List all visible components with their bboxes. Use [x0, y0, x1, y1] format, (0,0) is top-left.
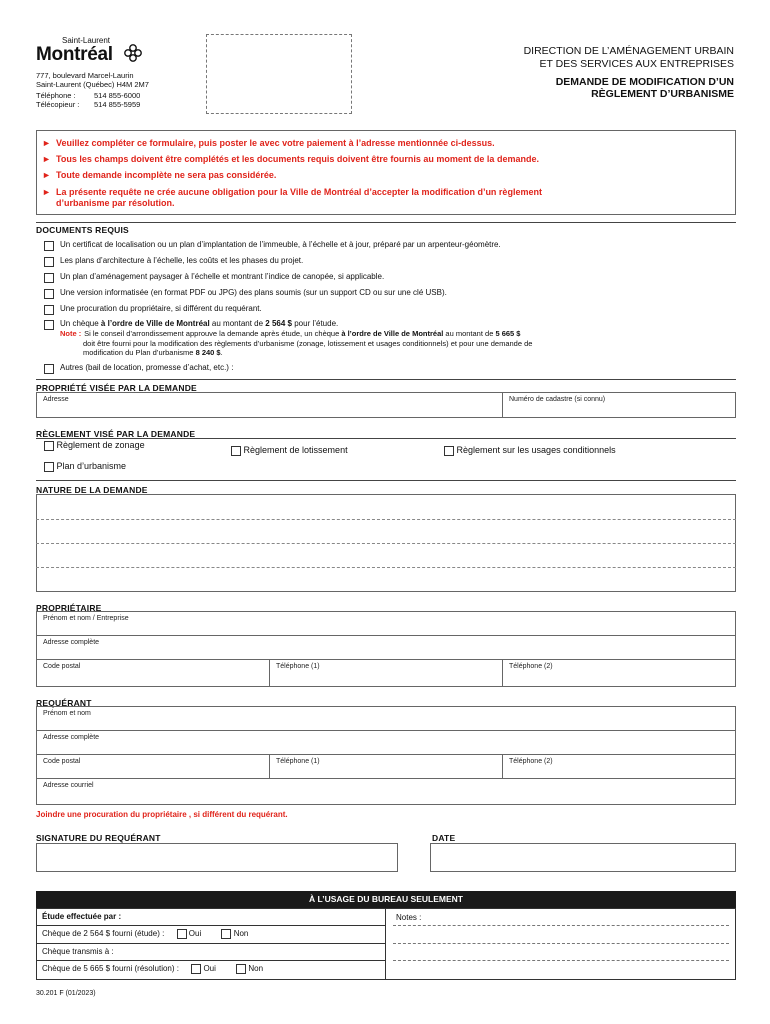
owner-phone2-field[interactable]: Téléphone (2) — [502, 659, 736, 687]
cheque2-oui-checkbox[interactable] — [191, 964, 201, 974]
nature-title: NATURE DE LA DEMANDE — [36, 485, 148, 495]
office-col-divider — [385, 908, 386, 980]
owner-name-field[interactable]: Prénom et nom / Entreprise — [36, 611, 736, 636]
applicant-name-field[interactable]: Prénom et nom — [36, 706, 736, 731]
warning-4-cont: d’urbanisme par résolution. — [56, 198, 175, 208]
arrow-right-icon: ► — [42, 170, 51, 180]
arrow-right-icon: ► — [42, 187, 51, 197]
nature-line-3 — [36, 567, 736, 568]
cheque2-non-checkbox[interactable] — [236, 964, 246, 974]
doc-checkbox-5[interactable] — [44, 305, 54, 315]
applicant-phone1-field[interactable]: Téléphone (1) — [269, 754, 503, 779]
cheque1-non-checkbox[interactable] — [221, 929, 231, 939]
signature-label: SIGNATURE DU REQUÉRANT — [36, 833, 161, 843]
montreal-logo — [36, 34, 156, 66]
form-title-2: RÈGLEMENT D’URBANISME — [591, 88, 734, 100]
warning-1: ► Veuillez compléter ce formulaire, puis poster le avec votre paiement à l’adresse mentionnée ci-dessus. — [42, 138, 495, 148]
logo-big-text: Montréal — [36, 44, 113, 65]
owner-phone1-field[interactable]: Téléphone (1) — [269, 659, 503, 687]
fax-number: 514 855-5959 — [94, 100, 141, 109]
applicant-email-field[interactable]: Adresse courriel — [36, 778, 736, 805]
warning-2: ► Tous les champs doivent être complétés et les documents requis doivent être fournis au moment de la demande. — [42, 154, 539, 164]
documents-title: DOCUMENTS REQUIS — [36, 225, 129, 235]
doc-note: Note : Si le conseil d’arrondissement approuve la demande après étude, un chèque à l’ordre de Ville de Montréal au montant de 5 665 $ doit être fourni pour la modification des règlements d’urbanisme (zonage, lotissement et usages conditionnels) et pour une demande de modification du Plan d’urbanisme 8 240 $. — [60, 329, 533, 357]
form-code: 30.201 F (01/2023) — [36, 990, 96, 997]
cheque1-oui-checkbox[interactable] — [177, 929, 187, 939]
fax-row — [36, 100, 140, 109]
documents-divider — [36, 222, 736, 223]
phone-number: 514 855-6000 — [94, 91, 141, 100]
address-line-2: Saint-Laurent (Québec) H4M 2M7 — [36, 80, 149, 89]
office-row-line-1 — [36, 925, 385, 926]
applicant-title: REQUÉRANT — [36, 698, 92, 708]
owner-postal-field[interactable]: Code postal — [36, 659, 270, 687]
direction-line-1: DIRECTION DE L’AMÉNAGEMENT URBAIN — [523, 45, 734, 57]
fax-label: Télécopieur : — [36, 100, 80, 109]
signature-field[interactable] — [36, 843, 398, 872]
opt-zonage[interactable]: Règlement de zonage — [44, 440, 145, 451]
direction-line-2: ET DES SERVICES AUX ENTREPRISES — [539, 58, 734, 70]
phone-label: Téléphone : — [36, 91, 76, 100]
doc-checkbox-other[interactable] — [44, 364, 54, 374]
date-label: DATE — [432, 833, 456, 843]
date-field[interactable] — [430, 843, 736, 872]
office-header: À L’USAGE DU BUREAU SEULEMENT — [36, 891, 736, 908]
owner-title: PROPRIÉTAIRE — [36, 603, 102, 613]
applicant-postal-field[interactable]: Code postal — [36, 754, 270, 779]
transmis-label: Chèque transmis à : — [42, 947, 114, 956]
cadastre-field[interactable]: Numéro de cadastre (si connu) — [502, 392, 736, 418]
proxy-note: Joindre une procuration du propriétaire , si différent du requérant. — [36, 810, 288, 819]
logo-small-text: Saint-Laurent — [62, 36, 111, 45]
arrow-right-icon: ► — [42, 138, 51, 148]
plan-checkbox[interactable] — [44, 462, 54, 472]
study-label: Étude effectuée par : — [42, 912, 122, 921]
opt-plan[interactable]: Plan d’urbanisme — [44, 461, 126, 472]
doc-checkbox-2[interactable] — [44, 257, 54, 267]
lotissement-checkbox[interactable] — [231, 446, 241, 456]
regulation-title: RÈGLEMENT VISÉ PAR LA DEMANDE — [36, 429, 196, 439]
office-row-line-3 — [36, 960, 385, 961]
doc-checkbox-3[interactable] — [44, 273, 54, 283]
nature-line-1 — [36, 519, 736, 520]
zonage-checkbox[interactable] — [44, 441, 54, 451]
form-title-1: DEMANDE DE MODIFICATION D’UN — [555, 76, 734, 88]
phone-row — [36, 91, 140, 100]
opt-usages[interactable]: Règlement sur les usages conditionnels — [444, 445, 616, 456]
note-label: Note : — [60, 329, 82, 338]
arrow-right-icon: ► — [42, 154, 51, 164]
address-line-1: 777, boulevard Marcel-Laurin — [36, 71, 134, 80]
nature-line-2 — [36, 543, 736, 544]
cheque2-row: Chèque de 5 665 $ fourni (résolution) : Oui Non — [42, 964, 264, 974]
owner-address-field[interactable]: Adresse complète — [36, 635, 736, 660]
property-address-field[interactable]: Adresse — [36, 392, 503, 418]
cheque1-row: Chèque de 2 564 $ fourni (étude) : Oui Non — [42, 929, 249, 939]
property-title: PROPRIÉTÉ VISÉE PAR LA DEMANDE — [36, 383, 197, 393]
warning-3: ► Toute demande incomplète ne sera pas considérée. — [42, 170, 277, 180]
usages-checkbox[interactable] — [444, 446, 454, 456]
warning-4: ► La présente requête ne crée aucune obligation pour la Ville de Montréal d’accepter la modification d’un règlement — [42, 187, 542, 197]
doc-checkbox-1[interactable] — [44, 241, 54, 251]
notes-line-2 — [393, 943, 729, 944]
property-divider — [36, 379, 736, 380]
notes-label: Notes : — [396, 913, 422, 922]
office-row-line-2 — [36, 943, 385, 944]
applicant-phone2-field[interactable]: Téléphone (2) — [502, 754, 736, 779]
doc-checkbox-4[interactable] — [44, 289, 54, 299]
regulation-box — [36, 438, 736, 439]
notes-line-3 — [393, 960, 729, 961]
montreal-rose-icon — [122, 42, 144, 64]
opt-lotissement[interactable]: Règlement de lotissement — [231, 445, 348, 456]
stamp-box — [206, 34, 352, 114]
nature-divider — [36, 480, 736, 481]
doc-checkbox-cheque[interactable] — [44, 320, 54, 330]
applicant-address-field[interactable]: Adresse complète — [36, 730, 736, 755]
notes-line-1 — [393, 925, 729, 926]
